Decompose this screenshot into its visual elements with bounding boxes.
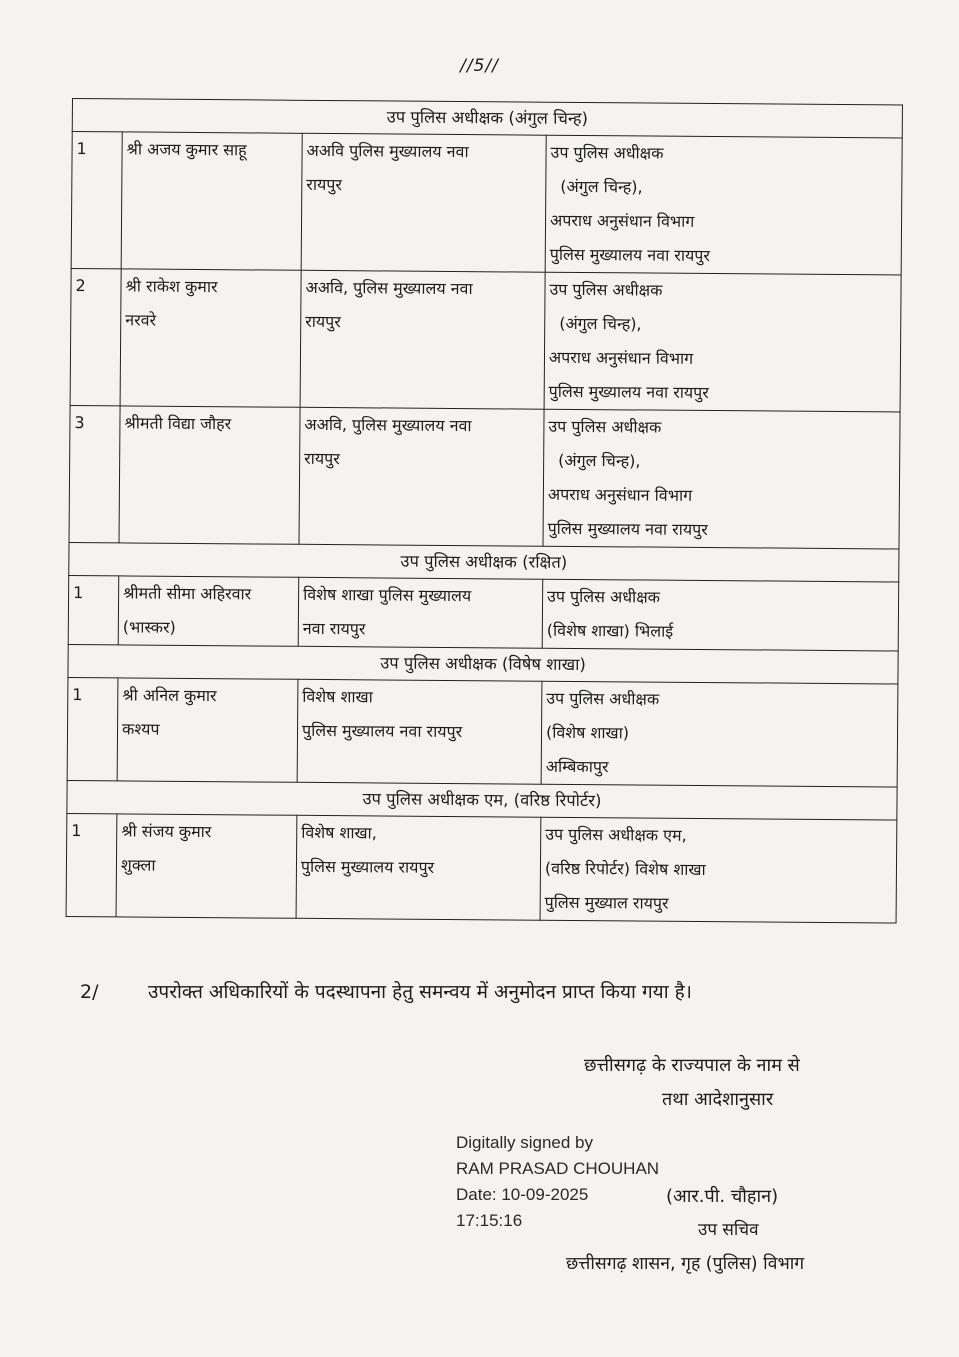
- department-line: छत्तीसगढ़ शासन, गृह (पुलिस) विभाग: [566, 1254, 805, 1274]
- current-posting-cell: [297, 679, 542, 784]
- signature-block: [0, 1045, 959, 1345]
- digital-signed-by: Digitally signed by: [456, 1133, 594, 1152]
- cell-line: रायपुर: [306, 174, 343, 195]
- serial-cell: 1: [67, 677, 118, 780]
- digital-signer-name: RAM PRASAD CHOUHAN: [456, 1159, 660, 1178]
- cell-line: उप पुलिस अधीक्षक: [547, 586, 661, 607]
- officer-name-cell: [117, 678, 298, 782]
- cell-line: विशेष शाखा,: [301, 822, 377, 843]
- governor-line: छत्तीसगढ़ के राज्यपाल के नाम से: [584, 1055, 800, 1076]
- section-heading: उप पुलिस अधीक्षक (अंगुल चिन्ह): [72, 99, 902, 139]
- cell-line: कश्यप: [121, 719, 160, 739]
- new-posting-cell: [541, 681, 898, 787]
- digital-signature: [456, 1130, 659, 1234]
- cell-line: अअवि, पुलिस मुख्यालय नवा: [304, 414, 472, 436]
- current-posting-cell: [301, 133, 546, 272]
- cell-line: अपराध अनुसंधान विभाग: [547, 484, 693, 505]
- current-posting-cell: [296, 815, 541, 920]
- cell-line: पुलिस मुख्यालय नवा रायपुर: [301, 720, 463, 742]
- table-row: [66, 813, 897, 923]
- cell-line: पुलिस मुख्यालय नवा रायपुर: [548, 381, 709, 403]
- cell-line: (अंगुल चिन्ह),: [560, 176, 643, 197]
- serial-cell: 1: [68, 575, 119, 644]
- serial-cell: 1: [71, 132, 122, 269]
- current-posting-cell: [298, 577, 543, 648]
- serial-cell: 3: [69, 405, 120, 542]
- paragraph-number: 2/: [80, 981, 99, 1003]
- new-posting-cell: [543, 409, 900, 549]
- cell-line: उप पुलिस अधीक्षक: [546, 688, 660, 709]
- cell-line: पुलिस मुख्याल रायपुर: [544, 892, 669, 913]
- page-number: //5//: [460, 56, 499, 76]
- section-heading: उप पुलिस अधीक्षक (रक्षित): [69, 542, 899, 582]
- cell-line: (वरिष्ठ रिपोर्टर) विशेष शाखा: [544, 858, 706, 880]
- digital-date: Date: 10-09-2025: [456, 1185, 589, 1204]
- table-row: [69, 405, 900, 549]
- cell-line: (विशेष शाखा): [545, 722, 630, 743]
- officer-name: (आर.पी. चौहान): [666, 1186, 779, 1207]
- cell-line: उप पुलिस अधीक्षक: [548, 416, 662, 437]
- paragraph-2: [80, 978, 930, 1006]
- posting-table-container: [66, 98, 922, 924]
- new-posting-cell: [540, 817, 897, 923]
- new-posting-cell: [542, 579, 899, 651]
- officer-name-cell: [119, 406, 300, 544]
- cell-line: शुक्ला: [120, 855, 156, 875]
- cell-line: पुलिस मुख्यालय नवा रायपुर: [549, 244, 711, 266]
- cell-line: (भास्कर): [122, 617, 176, 637]
- serial-cell: 2: [70, 268, 121, 405]
- cell-line: (अंगुल चिन्ह),: [559, 313, 642, 334]
- new-posting-cell: [545, 135, 902, 275]
- officer-name-cell: [116, 814, 297, 918]
- cell-line: पुलिस मुख्यालय रायपुर: [300, 856, 435, 877]
- posting-table: [66, 98, 903, 924]
- table-row: [67, 677, 898, 787]
- section-heading: उप पुलिस अधीक्षक (विषेष शाखा): [68, 644, 898, 684]
- serial-cell: 1: [66, 813, 117, 916]
- officer-name-cell: [121, 132, 302, 270]
- cell-line: अअवि पुलिस मुख्यालय नवा: [306, 140, 469, 162]
- cell-line: विशेष शाखा: [302, 686, 373, 707]
- digital-time: 17:15:16: [456, 1211, 523, 1230]
- officer-title: उप सचिव: [698, 1220, 759, 1240]
- order-line: तथा आदेशानुसार: [662, 1089, 774, 1110]
- table-row: [70, 268, 901, 412]
- section-heading: उप पुलिस अधीक्षक एम, (वरिष्ठ रिपोर्टर): [67, 780, 897, 820]
- current-posting-cell: [300, 270, 545, 409]
- current-posting-cell: [299, 407, 544, 546]
- cell-line: (अंगुल चिन्ह),: [558, 450, 641, 471]
- new-posting-cell: [544, 272, 901, 412]
- paragraph-text: उपरोक्त अधिकारियों के पदस्थापना हेतु समन्वय में अनुमोदन प्राप्त किया गया है।: [148, 981, 692, 1003]
- cell-line: अपराध अनुसंधान विभाग: [549, 210, 695, 231]
- cell-line: (विशेष शाखा) भिलाई: [546, 620, 674, 641]
- officer-name-cell: [118, 576, 299, 646]
- cell-line: श्री अनिल कुमार: [122, 685, 217, 706]
- cell-line: उप पुलिस अधीक्षक: [549, 279, 663, 300]
- cell-line: उप पुलिस अधीक्षक एम,: [545, 824, 687, 845]
- cell-line: रायपुर: [304, 448, 340, 469]
- cell-line: नरवरे: [125, 310, 157, 330]
- table-row: [71, 132, 902, 276]
- cell-line: श्री अजय कुमार साहू: [126, 139, 247, 160]
- cell-line: पुलिस मुख्यालय नवा रायपुर: [547, 518, 708, 540]
- cell-line: अपराध अनुसंधान विभाग: [548, 347, 694, 368]
- cell-line: नवा रायपुर: [302, 618, 366, 639]
- cell-line: विशेष शाखा पुलिस मुख्यालय: [303, 584, 472, 606]
- cell-line: उप पुलिस अधीक्षक: [550, 142, 664, 163]
- cell-line: अअवि, पुलिस मुख्यालय नवा: [305, 277, 473, 299]
- cell-line: श्री राकेश कुमार: [125, 276, 218, 297]
- cell-line: रायपुर: [305, 311, 341, 332]
- table-row: [68, 575, 899, 651]
- officer-name-cell: [120, 269, 301, 407]
- cell-line: श्रीमती सीमा अहिरवार: [123, 583, 252, 604]
- cell-line: श्रीमती विद्या जौहर: [124, 413, 232, 434]
- cell-line: अम्बिकापुर: [545, 756, 609, 777]
- cell-line: श्री संजय कुमार: [121, 821, 212, 842]
